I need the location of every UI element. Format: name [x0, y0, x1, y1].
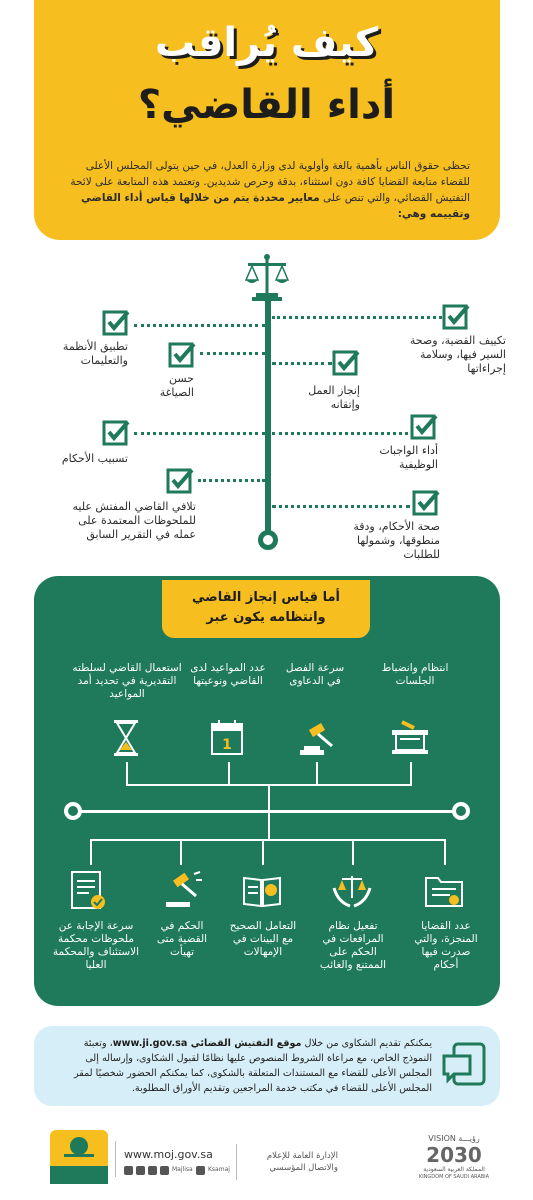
info-text-part: يمكنكم تقديم الشكاوى من خلال: [301, 1038, 432, 1049]
connector-dots: [134, 432, 265, 435]
timeline-end-dot: [452, 802, 470, 820]
hourglass-icon: [104, 716, 148, 760]
criterion-left-2: حسن الصياغة: [159, 372, 194, 399]
criterion-left-3: تسبيب الأحكام: [61, 452, 128, 465]
checkbox-icon: [166, 466, 194, 494]
report-icon: [66, 868, 110, 912]
department-line-2: والاتصال المؤسسي: [269, 1163, 338, 1173]
connector-line: [352, 839, 354, 865]
connector-dots: [272, 505, 410, 508]
criterion-left-4: تلافي القاضي المفتش عليه للملحوظات المعتمدة على عمله في التقرير السابق: [72, 500, 196, 541]
website-link[interactable]: www.moj.gov.sa: [124, 1148, 213, 1161]
checkbox-icon: [332, 348, 360, 376]
timeline-end-dot: [258, 530, 278, 550]
vision-label: VISION: [428, 1134, 456, 1143]
connector-dots: [272, 316, 442, 319]
court-bench-icon: [388, 716, 432, 760]
criterion-right-2: إنجاز العمل وإتقانه: [308, 384, 360, 411]
timeline-end-dot: [64, 802, 82, 820]
checkbox-icon: [410, 412, 438, 440]
book-icon: [240, 868, 284, 912]
criterion-left-1: تطبيق الأنظمة والتعليمات: [62, 340, 128, 367]
timeline-trunk: [265, 300, 271, 532]
gavel-strike-icon: [160, 868, 204, 912]
panel-heading: [162, 580, 370, 638]
connector-line: [444, 839, 446, 865]
social-handle-majlisa: Majlisa: [172, 1166, 193, 1173]
panel-heading-line-1: أما قياس إنجاز القاضي: [192, 590, 340, 605]
top-item-label: انتظام وانضباط الجلسات: [381, 662, 449, 687]
bottom-item-label: سرعة الإجابة عن ملحوظات محكمة الاستئناف والمحكمة العليا: [52, 920, 140, 971]
connector-line: [126, 762, 128, 784]
intro-bold-text: معايير محددة يتم من خلالها قياس أداء القاضي وتقييمه وهي:: [81, 192, 470, 220]
ministry-logo: [46, 1124, 112, 1190]
bottom-item-label: الحكم في القضية متى تهيأت: [156, 920, 208, 958]
intro-paragraph: [60, 158, 470, 222]
folder-icon: [422, 868, 466, 912]
checkbox-icon: [102, 418, 130, 446]
intro-text: تحظى حقوق الناس بأهمية بالغة وأولوية لدى وزارة العدل، في حين يتولى المجلس الأعلى للقضاء متابعة القضايا كافة دون استثناء، بدقة وحرص شديدين. وتعتمد هذه المتابعة على لائحة التفتيش القضائي، والتي تنص على: [70, 160, 470, 204]
checkbox-icon: [102, 308, 130, 336]
scales-of-justice-icon: [244, 252, 290, 302]
chat-device-icon: [440, 1040, 490, 1090]
checkbox-icon: [168, 340, 196, 368]
department-line-1: الإدارة العامة للإعلام: [266, 1151, 338, 1161]
complaint-info-text: [52, 1036, 432, 1096]
calendar-digit: 1: [222, 737, 232, 753]
connector-line: [316, 762, 318, 784]
connector-line: [268, 813, 270, 839]
scales-hands-icon: [330, 868, 374, 912]
gavel-icon: [294, 716, 338, 760]
info-bold-text: موقع التفتيش القضائي: [190, 1038, 302, 1049]
connector-line: [262, 839, 264, 865]
bottom-item-label: عدد القضايا المنجزة، والتي صدرت فيها أحكام: [414, 920, 478, 971]
vision-kingdom-en: KINGDOM OF SAUDI ARABIA: [418, 1174, 490, 1180]
connector-dots: [272, 362, 332, 365]
vision-2030-logo: [412, 1134, 496, 1190]
info-text-part: ، وتعبئة النموذج الخاص، مع مراعاة الشروط المنصوص عليها نظامًا لقبول الشكاوى، وإرساله إلى المجلس الأعلى للقضاء مع المستندات المتعلقة بالشكوى، كما يمكنكم الحضور شخصيًا لمقر المجلس الأعلى للقضاء في مكتب خدمة المراجعين وتقديم الأوراق المطلوبة.: [73, 1038, 432, 1094]
calendar-icon: [206, 716, 250, 760]
vision-kingdom-ar: المملكة العربية السعودية: [423, 1166, 485, 1173]
criterion-right-4: صحة الأحكام، ودقة منطوقها، وشمولها للطلبات: [353, 520, 440, 561]
connector-line: [228, 762, 230, 784]
connector-dots: [200, 352, 265, 355]
social-handle-ksamaj: Ksamaj: [208, 1166, 230, 1173]
info-url-link[interactable]: www.ji.gov.sa: [112, 1038, 191, 1049]
twitter-icon[interactable]: [124, 1166, 133, 1175]
checkbox-icon: [442, 302, 470, 330]
bottom-item-label: التعامل الصحيح مع البينات في الإمهالات: [229, 920, 297, 958]
top-item-label: عدد المواعيد لدى القاضي ونوعيتها: [190, 662, 266, 687]
top-item-label: استعمال القاضي لسلطته التقديرية في تحديد أمد المواعيد: [72, 662, 182, 700]
criterion-right-1: تكييف القضية، وصحة السير فيها، وسلامة إجراءاتها: [409, 334, 506, 375]
vision-arabic: رؤيـــة: [458, 1134, 480, 1143]
connector-line: [180, 839, 182, 865]
department-name: [246, 1150, 338, 1174]
connector-line: [90, 839, 92, 865]
footer-divider: [236, 1144, 237, 1180]
connector-dots: [272, 432, 408, 435]
connector-line: [90, 839, 446, 841]
snapchat-icon[interactable]: [148, 1166, 157, 1175]
title-line-1: كيف يُراقب: [154, 20, 379, 66]
connector-line: [410, 762, 412, 784]
facebook-icon[interactable]: [160, 1166, 169, 1175]
panel-heading-line-2: وانتظامه يكون عبر: [206, 610, 326, 625]
social-icons-row: [124, 1164, 230, 1178]
instagram-icon[interactable]: [136, 1166, 145, 1175]
footer-divider: [115, 1141, 116, 1177]
vision-year: 2030: [426, 1143, 482, 1167]
connector-dots: [134, 324, 265, 327]
top-item-label: سرعة الفصل في الدعاوى: [285, 662, 345, 687]
youtube-icon[interactable]: [196, 1166, 205, 1175]
connector-line: [268, 784, 270, 810]
title-line-2: أداء القاضي؟: [137, 82, 396, 128]
criterion-right-3: أداء الواجبات الوظيفية: [379, 444, 438, 471]
checkbox-icon: [412, 488, 440, 516]
connector-dots: [198, 479, 265, 482]
bottom-item-label: تفعيل نظام المرافعات في الحكم على الممتنع والغائب: [319, 920, 387, 971]
